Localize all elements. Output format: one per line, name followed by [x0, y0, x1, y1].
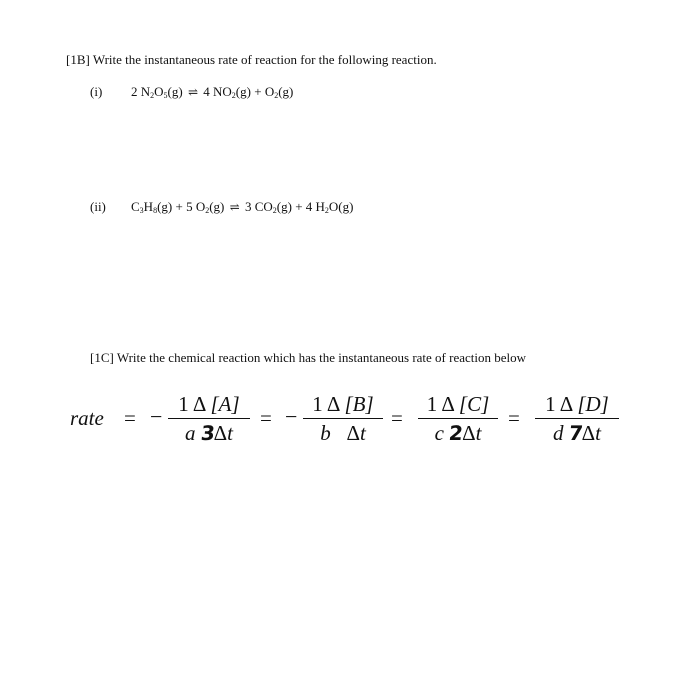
fraction-bar — [303, 418, 383, 419]
part-i-label: (i) — [90, 84, 103, 99]
rate-term-a — [168, 392, 250, 445]
rate-equation — [70, 392, 630, 452]
denominator: b Δt — [320, 421, 366, 446]
equals-sign: = — [391, 406, 403, 430]
denominator: a 3Δt — [184, 421, 234, 446]
equilibrium-arrow-icon: ⇌ — [229, 200, 240, 214]
numerator: 1 Δ [C] — [426, 392, 490, 416]
reaction-ii: $C_3H_8(g) + 5$ $O_2(g)$ ⇌ 3 $CO_2(g) + 4$ $H_2O(g)$ — [131, 199, 354, 215]
fraction-bar — [535, 418, 619, 419]
denominator: c 2Δt — [434, 421, 482, 446]
question-1b-heading: [1B] Write the instantaneous rate of reaction for the following reaction. — [66, 52, 437, 67]
equals-sign: = — [260, 406, 272, 430]
minus-sign: − — [150, 404, 163, 429]
numerator: 1 Δ [D] — [545, 392, 609, 416]
fraction-bar — [418, 418, 498, 419]
handwritten-coefficient: 7 — [567, 421, 583, 446]
equals-sign: = — [508, 406, 520, 430]
reaction-i: 2 $N_2O_5(g)$ ⇌ 4 $NO_2(g) + O_2(g)$ — [131, 84, 294, 100]
equilibrium-arrow-icon: ⇌ — [187, 85, 199, 99]
minus-sign: − — [285, 404, 298, 429]
handwritten-coefficient: 3 — [199, 421, 215, 446]
part-ii-label: (ii) — [90, 199, 106, 214]
fraction-bar — [168, 418, 250, 419]
numerator: 1 Δ [A] — [178, 392, 240, 416]
rate-symbol: rate — [70, 406, 104, 430]
numerator: 1 Δ [B] — [312, 392, 374, 416]
rate-term-b — [303, 392, 383, 445]
rate-term-c — [418, 392, 498, 445]
handwritten-coefficient: 2 — [447, 421, 464, 446]
rate-term-d — [535, 392, 619, 445]
denominator: d 7Δt — [552, 421, 602, 446]
question-1c-heading: [1C] Write the chemical reaction which has the instantaneous rate of reaction below — [90, 350, 527, 365]
equals-sign: = — [124, 406, 136, 430]
